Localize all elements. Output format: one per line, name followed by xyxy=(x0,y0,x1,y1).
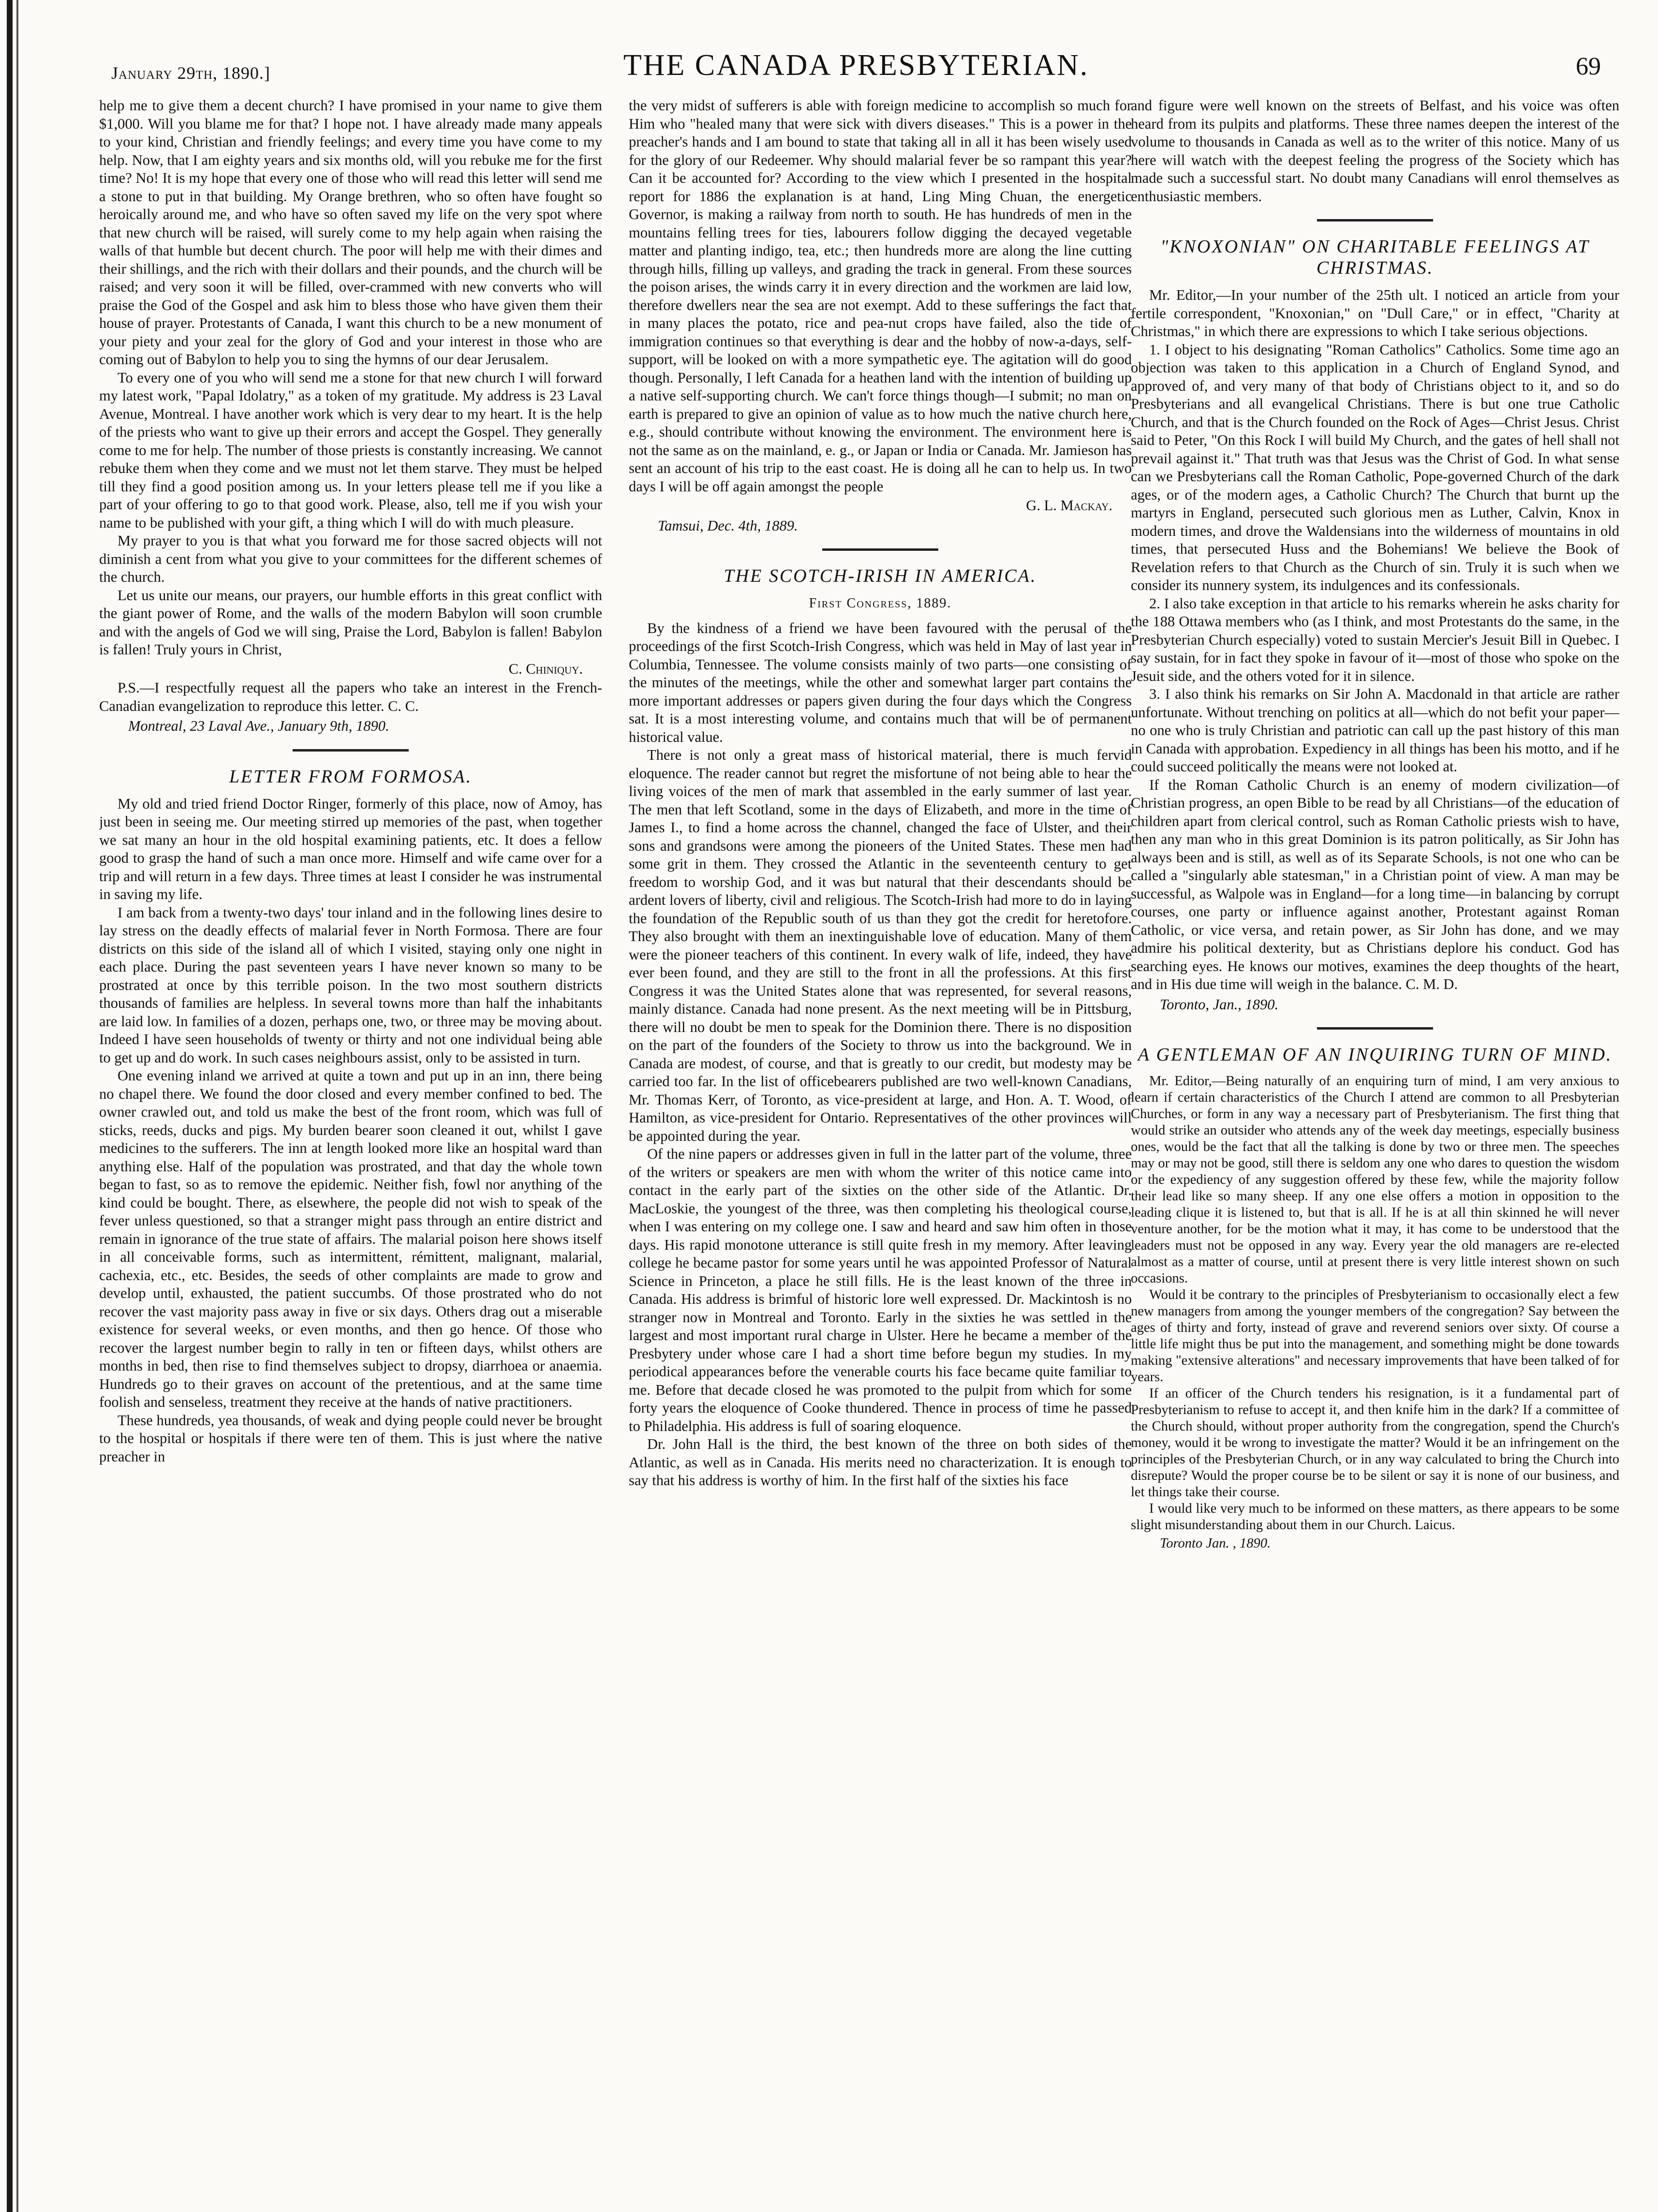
dateline: Tamsui, Dec. 4th, 1889. xyxy=(658,517,798,534)
paragraph: and figure were well known on the streets of Belfast, and his voice was often heard from its pulpits and platforms. These three names deepen the interest of the volume to thousands in Canada as well as to the writer of this notice. Many of us here will watch with the deepest feeling the progress of the Society which has made such a successful start. No doubt many Canadians will enrol themselves as enthusiastic members. xyxy=(1131,97,1619,205)
paragraph: If the Roman Catholic Church is an enemy of modern civilization—of Christian progress, an open Bible to be read by all Christians—of the education of children apart from clerical control, such as Roman Catholic priests wish to have, then any man who in this great Dominion is its patron politically, as Sir John has always been and is still, as well as of its Separate Schools, is not one who can be called a "singularly able statesman," in a Christian point of view. A man may be successful, as Walpole was in England—for a long time—in balancing by corrupt courses, one party or influence against another, Protestant against Roman Catholic, or vice versa, and retain power, as Sir John has done, and we may admire his political dexterity, but as Christians deplore his conduct. God has searching eyes. He knows our motives, examines the deep thoughts of the heart, and in His due time will weigh in the balance. C. M. D. xyxy=(1131,776,1619,992)
signature: C. Chiniquy. xyxy=(508,660,583,677)
section-rule xyxy=(293,749,409,752)
paragraph: 2. I also take exception in that article to his remarks wherein he asks charity for the 188 Ottawa members who (as I think, and most Protestants do the same, in the Presbyterian Church especially) voted to sustain Mercier's Jesuit Bill in Quebec. I say sustain, for in fact they spoke in favour of it—most of those who spoke on the Jesuit side, and the others voted for it in silence. xyxy=(1131,595,1619,684)
knoxonian-letter xyxy=(1131,286,1619,1014)
paragraph: My old and tried friend Doctor Ringer, formerly of this place, now of Amoy, has just been in seeing me. Our meeting stirred up memories of the past, when together we sat many an hour in the old hospital examining patients, etc. It does a fellow good to grasp the hand of such a man once more. Himself and wife came over for a trip and will return in a few days. Three times at least I consider he was instrumental in saving my life. xyxy=(99,795,602,902)
binding-edge xyxy=(7,0,13,2212)
paragraph: 3. I also think his remarks on Sir John A. Macdonald in that article are rather unfortunate. Without trenching on politics at all—which do not befit your paper—no one who is truly Christian and patriotic can call up the past history of this man in Canada with approbation. Expediency in all things has been his motto, and if he could succeed politically the means were not looked at. xyxy=(1131,686,1619,775)
paragraph: There is not only a great mass of historical material, there is much fervid eloquence. The reader cannot but regret the misfortune of not being able to hear the living voices of the men of mark that assembled in the early summer of last year. The men that left Scotland, some in the days of Elizabeth, and more in the time of James I., to find a home across the channel, changed the face of Ulster, and their sons and grandsons were among the pioneers of the United States. These men had some grit in them. They crossed the Atlantic in the seventeenth century to get freedom to worship God, and it was but natural that their descendants should be ardent lovers of liberty, civil and religious. The Scotch-Irish had more to do in laying the foundation of the Republic south of us than they got the credit for heretofore. They also brought with them an inextinguishable love of education. Many of them were the pioneer teachers of this continent. In every walk of life, indeed, they have ever been found, and they are still to the front in all the professions. At this first Congress it was the United States alone that was represented, for several reasons, mainly distance. Canada had none present. As the next meeting will be in Pittsburg, there will no doubt be men to speak for the Dominion there. There is no disposition on the part of the founders of the Society to throw us into the background. We in Canada are modest, of course, and that is greatly to our credit, but modesty may be carried too far. In the list of officebearers published are two well-known Canadians, Mr. Thomas Kerr, of Toronto, as vice-president at large, and Hon. A. T. Wood, of Hamilton, as vice-president for Ontario. Representatives of the other provinces will be appointed during the year. xyxy=(629,747,1132,1144)
dateline: Toronto, Jan., 1890. xyxy=(1160,996,1279,1013)
paragraph: One evening inland we arrived at quite a town and put up in an inn, there being no chapel there. We found the door closed and every member confined to bed. The owner crawled out, and told us make the best of the front room, which was full of sticks, reeds, ducks and pigs. My burden bearer soon cleaned it out, whilst I gave medicines to the sufferers. The inn at length looked more like an hospital ward than anything else. Half of the population was prostrated, and that day the whole town began to fast, so as to remove the epidemic. Neither fish, fowl nor anything of the kind could be bought. There, as elsewhere, the people did not wish to speak of the fever unless questioned, so that a stranger might pass through an entire district and remain in ignorance of the true state of affairs. The malarial poison here shows itself in all conceivable forms, such as intermittent, rémittent, malignant, malarial, cachexia, etc., etc. Besides, the seeds of other complaints are made to grow and develop until, exhausted, the patient succumbs. Of those prostrated who do not recover the vast majority pass away in five or six days. Others drag out a miserable existence for several weeks, or even months, and then go hence. Of those who recover the largest number begin to rally in ten or fifteen days, whilst others are months in bed, then rise to find themselves subject to dropsy, diarrhoea or anaemia. Hundreds go to their graves on account of the pretentious, and at the same time foolish and senseless, treatment they receive at the hands of native practitioners. xyxy=(99,1067,602,1410)
masthead-title: THE CANADA PRESBYTERIAN. xyxy=(623,49,1089,82)
article-title: THE SCOTCH-IRISH IN AMERICA. xyxy=(724,566,1037,586)
column-3 xyxy=(1131,97,1619,2191)
article-title: A GENTLEMAN OF AN INQUIRING TURN OF MIND. xyxy=(1138,1045,1613,1065)
formosa-continued xyxy=(629,97,1132,535)
column-1 xyxy=(99,97,602,2191)
dateline: Montreal, 23 Laval Ave., January 9th, 1890. xyxy=(128,718,389,734)
scotch-irish-article xyxy=(629,619,1132,1490)
paragraph: Dr. John Hall is the third, the best known of the three on both sides of the Atlantic, as well as in Canada. His merits need no characterization. It is enough to say that his address is worthy of him. In the first half of the sixties his face xyxy=(629,1436,1132,1489)
paragraph: the very midst of sufferers is able with foreign medicine to accomplish so much for Him who "healed many that were sick with divers diseases." This is a power in the preacher's hands and I am bound to state that taking all in all it has been wisely used for the glory of our Redeemer. Why should malarial fever be so rampant this year? Can it be accounted for? According to the view which I presented in the hospital report for 1886 the explanation is at hand, Ling Ming Chuan, the energetic Governor, is making a railway from north to south. He has hundreds of men in the mountains felling trees for ties, labourers follow digging the decayed vegetable matter and planting indigo, tea, etc.; then hundreds more are along the line cutting through hills, filling up valleys, and grading the track in general. From these sources the poison arises, the winds carry it in every direction and the workmen are laid low, therefore dwellers near the sea are not exempt. Add to these sufferings the fact that in many places the potato, rice and pea-nut crops have failed, also the tide of immigration continues so that everything is dear and the hobby of now-a-days, self-support, will be looked on with a more sympathetic eye. The agitation will do good though. Personally, I left Canada for a heathen land with the intention of building up a native self-supporting church. We can't force things though—I submit; no man on earth is prepared to give an opinion of value as to how much the native church here, e.g., should contribute without knowing the environment. The environment here is not the same as on the mainland, e. g., or Japan or India or Canada. Mr. Jamieson has sent an account of his trip to the east coast. He is doing all he can to help us. In two days I will be off again amongst the people xyxy=(629,97,1132,495)
paragraph: Mr. Editor,—In your number of the 25th ult. I noticed an article from your fertile correspondent, "Knoxonian," on "Dull Care," or in effect, "Charity at Christmas," in which there are expressions to which I take serious objections. xyxy=(1131,287,1619,339)
paragraph: If an officer of the Church tenders his resignation, is it a fundamental part of Presbyterianism to refuse to accept it, and then knife him in the dark? If a committee of the Church should, without proper authority from the congregation, spend the Church's money, would it be wrong to investigate the matter? Would it be an infringement on the principles of the Presbyterian Church, or in any way calculated to bring the Church into disrepute? Would the proper course be to be silent or say it is none of our business, and let things take their course. xyxy=(1131,1386,1619,1500)
postscript: P.S.—I respectfully request all the papers who take an interest in the French-Canadian evangelization to reproduce this letter. C. C. xyxy=(99,679,602,714)
signature: G. L. Mackay. xyxy=(1026,497,1112,514)
article-title: "KNOXONIAN" ON CHARITABLE FEELINGS AT CHRISTMAS. xyxy=(1160,236,1590,278)
article-title: LETTER FROM FORMOSA. xyxy=(229,766,473,787)
article-subtitle: First Congress, 1889. xyxy=(809,596,952,611)
column-2 xyxy=(629,97,1132,2191)
scotch-irish-continued xyxy=(1131,97,1619,206)
gentleman-letter xyxy=(1131,1073,1619,1552)
paragraph: These hundreds, yea thousands, of weak and dying people could never be brought to the hospital or hospitals if there were ten of them. This is just where the native preacher in xyxy=(99,1412,602,1465)
paragraph: To every one of you who will send me a stone for that new church I will forward my latest work, "Papal Idolatry," as a token of my gratitude. My address is 23 Laval Avenue, Montreal. I have another work which is very dear to my heart. It is the help of the priests who want to give up their errors and accept the Gospel. They generally come to me for help. The number of those priests is constantly increasing. We cannot rebuke them when they come and we must not let them starve. They must be helped till they find a good position among us. In your letters please tell me if you like a part of your offering to go to that good work. Please, also, tell me if you wish your name to be published with your gift, a thing which I will do with much pleasure. xyxy=(99,369,602,531)
paragraph: 1. I object to his designating "Roman Catholics" Catholics. Some time ago an objection was taken to this application in a Church of England Synod, and approved of, and very many of that body of Christians object to it, and so do Presbyterians and all evangelical Christians. There is but one true Catholic Church, and that is the Church founded on the Rock of Ages—Christ Jesus. Christ said to Peter, "On this Rock I will build My Church, and the gates of hell shall not prevail against it." That truth was that Jesus was the Christ of God. In what sense can we Presbyterians call the Roman Catholic, Pope-governed Church of the dark ages, or of the modern ages, a Catholic Church? The Church that burnt up the martyrs in England, persecuted such glorious men as Luther, Calvin, Knox in modern times, and drove the Waldensians into the wilderness of mountains in old times, that persecuted Huss and the Bohemians! We believe the Book of Revelation refers to that Church as the Church of sin. Truly it is such when we consider its nunnery system, its indulgences and its confessionals. xyxy=(1131,341,1619,593)
paragraph: Would it be contrary to the principles of Presbyterianism to occasionally elect a few new managers from among the younger members of the congregation? Say between the ages of thirty and forty, instead of grave and reverend seniors over sixty. Of course a little life might thus be put into the management, and something might be done towards making "extensive alterations" and necessary improvements that have been talked of for years. xyxy=(1131,1287,1619,1385)
paragraph: I would like very much to be informed on these matters, as there appears to be some slight misunderstanding about them in our Church. Laicus. xyxy=(1131,1501,1619,1533)
paragraph: Of the nine papers or addresses given in full in the latter part of the volume, three of the writers or speakers are men with whom the writer of this notice came into contact in the early part of the sixties on the other side of the Atlantic. Dr. MacLoskie, the youngest of the three, was then completing his theological course, when I was entering on my college one. I saw and heard and saw him often in those days. His rapid monotone utterance is still quite fresh in my memory. After leaving college he became pastor for some years until he was appointed Professor of Natural Science in Princeton, a place he still fills. He is the least known of the three in Canada. His address is brimful of historic lore well expressed. Dr. Mackintosh is no stranger now in Montreal and Toronto. Early in the sixties he was settled in the largest and most important rural charge in Ulster. Here he became a member of the Presbytery under whose care I had a short time before begun my studies. In my periodical appearances before the venerable courts his face became quite familiar to me. Before that decade closed he was promoted to the pulpit from which for some forty years the eloquence of Cooke thundered. Thence in process of time he passed to Philadelphia. His address is full of soaring eloquence. xyxy=(629,1146,1132,1434)
paragraph: My prayer to you is that what you forward me for those sacred objects will not diminish a cent from what you give to your committees for the different schemes of the church. xyxy=(99,532,602,585)
paragraph: Let us unite our means, our prayers, our humble efforts in this great conflict with the giant power of Rome, and the walls of the modern Babylon will soon crumble and with the angels of God we will sing, Praise the Lord, Babylon is fallen! Babylon is fallen! Truly yours in Christ, xyxy=(99,587,602,658)
binding-edge-inner xyxy=(16,0,18,2212)
dateline: Toronto Jan. , 1890. xyxy=(1160,1536,1271,1551)
section-rule xyxy=(822,548,938,551)
issue-date: January 29th, 1890.] xyxy=(111,63,270,83)
page-number: 69 xyxy=(1576,53,1601,80)
paragraph: help me to give them a decent church? I have promised in your name to give them $1,000. Will you blame me for that? I hope not. I have already made many appeals to your kind, Christian and friendly feelings; and every time you have come to my help. Now, that I am eighty years and six months old, will you rebuke me for the first time? No! It is my hope that every one of those who will read this letter will send me a stone to put in that building. My Orange brethren, who so often have fought so heroically around me, and who have so often saved my life on the very spot where that new church will be raised, will surely come to my help again when raising the walls of that humble but decent church. The poor will help me with their dimes and their shillings, and the rich with their dollars and their pounds, and the church will be raised; and very soon it will be filled, over-crammed with new converts who will praise the God of the Gospel and ask him to bless those who have given them their house of prayer. Protestants of Canada, I want this church to be a new monument of your piety and your zeal for the glory of God and your interest in those who are coming out of Babylon to help you to sing the hymns of our dear Jerusalem. xyxy=(99,97,602,368)
page-header xyxy=(111,48,1601,92)
paragraph: By the kindness of a friend we have been favoured with the perusal of the proceedings of the first Scotch-Irish Congress, which was held in May of last year in Columbia, Tennessee. The volume consists mainly of two parts—one consisting of the minutes of the meetings, while the other and somewhat larger part contains the more important addresses or papers given during the four days which the Congress sat. It is a most interesting volume, and contains much that will be of permanent historical value. xyxy=(629,619,1132,745)
chiniquy-letter xyxy=(99,97,602,736)
paragraph: I am back from a twenty-two days' tour inland and in the following lines desire to lay stress on the deadly effects of malarial fever in North Formosa. There are four districts on this side of the island all of which I visited, staying only one night in each place. During the past seventeen years I have never known so many to be prostrated at once by this terrible poison. In the two most southern districts thousands of families are helpless. In several towns more than half the inhabitants are laid low. In families of a dozen, perhaps one, two, or three may be moving about. Indeed I have seen households of twenty or thirty and not one individual being able to get up and do work. In such cases neighbours assist, only to be assisted in turn. xyxy=(99,904,602,1066)
section-rule xyxy=(1317,1027,1433,1030)
paragraph: Mr. Editor,—Being naturally of an enquiring turn of mind, I am very anxious to learn if certain characteristics of the Church I attend are common to all Presbyterian Churches, or form in any way a necessary part of Presbyterianism. The first thing that would strike an outsider who attends any of the week day meetings, especially business ones, would be the fact that all the talking is done by two or three men. The speeches may or may not be good, still there is seldom any one who dares to question the wisdom or the expediency of any suggestion offered by these few, while the majority follow their lead like so many sheep. If any one else offers a motion in opposition to the leading clique it is listened to, but that is all. If he is at all thin skinned he will never venture another, for be the motion what it may, it has come to be understood that the leaders must not be opposed in any way. Every year the old managers are re-elected almost as a matter of course, until at present there is very little interest shown on such occasions. xyxy=(1131,1074,1619,1286)
section-rule xyxy=(1317,219,1433,221)
formosa-article xyxy=(99,795,602,1466)
